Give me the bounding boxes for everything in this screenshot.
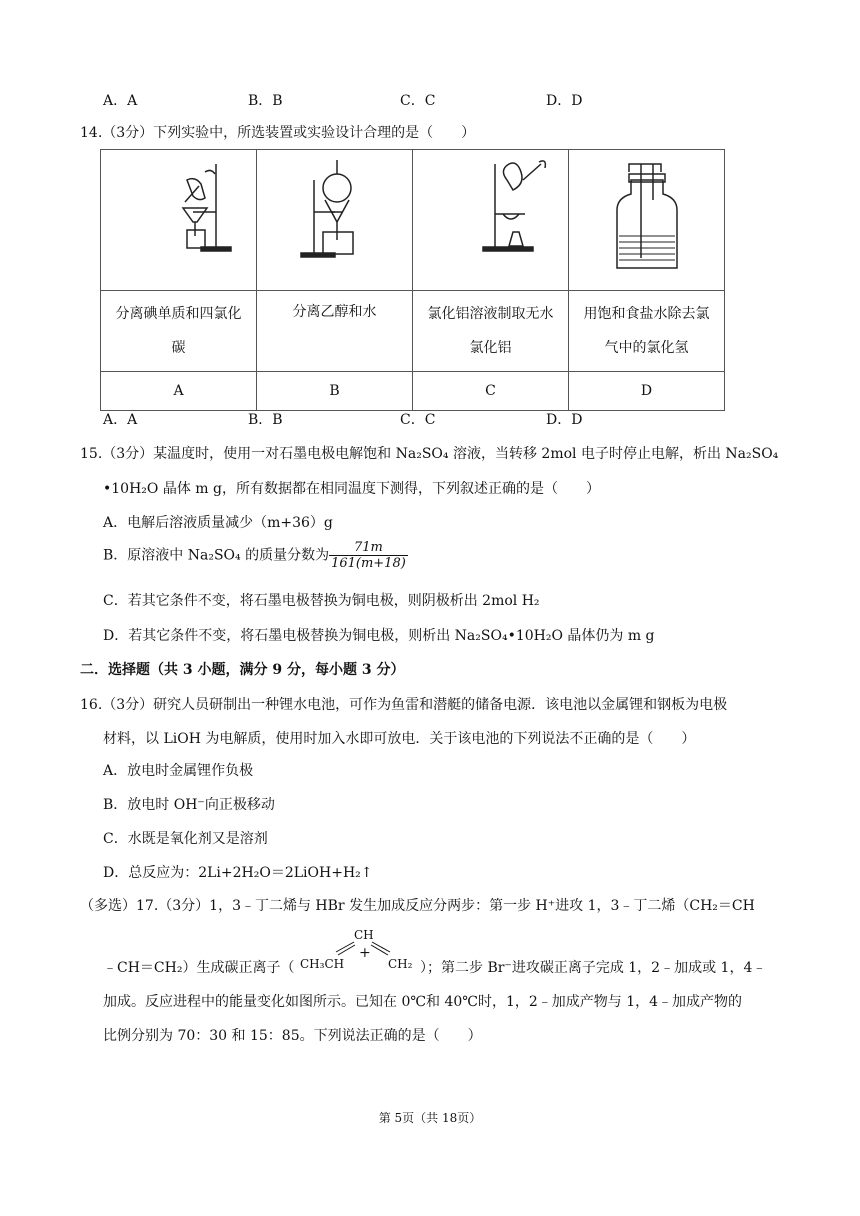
q17-stem-line4: 比例分别为 70：30 和 15：85。下列说法正确的是（ ） — [103, 1028, 482, 1044]
q13-option-b: B．B — [248, 93, 283, 109]
q17-stem-line2b: ）；第二步 Br⁻进攻碳正离子完成 1，2﹣加成或 1，4﹣ — [420, 960, 767, 976]
carbocation-ch-label: CH — [354, 928, 374, 942]
q17-stem-line3: 加成。反应进程中的能量变化如图所示。已知在 0℃和 40℃时，1，2﹣加成产物与 1，4﹣加成产物的 — [103, 994, 743, 1010]
page-footer: 第 5页（共 18页） — [378, 1111, 482, 1125]
carbocation-plus-sign: + — [359, 945, 371, 961]
q14-option-d: D．D — [546, 412, 583, 428]
q15-stem-line2: •10H₂O 晶体 m g，所有数据都在相同温度下测得，下列叙述正确的是（ ） — [103, 481, 600, 497]
q16-option-a: A．放电时金属锂作负极 — [103, 763, 254, 779]
q13-option-a: A．A — [103, 93, 138, 109]
q14-table — [100, 149, 725, 411]
q15-option-b: B．原溶液中 Na₂SO₄ 的质量分数为 $\frac{71m}{161(m+18)}$ — [103, 540, 406, 571]
q14-desc-c: 氯化铝溶液制取无水 氯化铝 — [413, 291, 569, 372]
q14-letter-b: B — [257, 372, 413, 411]
q16-option-b: B．放电时 OH⁻向正极移动 — [103, 797, 275, 813]
q14-desc-d: 用饱和食盐水除去氯 气中的氯化氢 — [569, 291, 725, 372]
q16-option-c: C．水既是氧化剂又是溶剂 — [103, 831, 268, 847]
q16-option-d: D．总反应为：2Li+2H₂O＝2LiOH+H₂↑ — [103, 865, 373, 881]
q14-letter-c: C — [413, 372, 569, 411]
carbocation-structure — [298, 924, 420, 974]
q16-stem-line2: 材料，以 LiOH 为电解质，使用时加入水即可放电．关于该电池的下列说法不正确的是（ ） — [103, 731, 696, 747]
distillation-flask-apparatus-icon — [257, 150, 412, 286]
q14-image-c — [413, 150, 569, 291]
gas-washing-bottle-icon — [569, 150, 724, 286]
q14-desc-b: 分离乙醇和水 — [257, 291, 413, 372]
q13-option-c: C．C — [400, 93, 436, 109]
q14-image-a — [101, 150, 257, 291]
carbocation-right-group: CH₂ — [388, 957, 413, 971]
q14-image-b — [257, 150, 413, 291]
separatory-funnel-filter-apparatus-icon — [101, 150, 256, 286]
q16-stem-line1: 16.（3分）研究人员研制出一种锂水电池，可作为鱼雷和潜艇的储备电源．该电池以金属锂和钢板为电极 — [80, 697, 728, 713]
q14-letter-a: A — [101, 372, 257, 411]
q17-stem-line1: （多选）17.（3分）1，3﹣丁二烯与 HBr 发生加成反应分两步：第一步 H⁺进攻 1，3﹣丁二烯（CH₂＝CH — [80, 898, 755, 914]
q15-fraction: $\frac{71m}{161(m+18)}$ — [331, 540, 406, 571]
q15-option-c: C．若其它条件不变，将石墨电极替换为铜电极，则阴极析出 2mol H₂ — [103, 593, 540, 609]
q14-letter-d: D — [569, 372, 725, 411]
q17-stem-line2a: ﹣CH＝CH₂）生成碳正离子（ — [103, 960, 295, 976]
q15-stem-line1: 15.（3分）某温度时，使用一对石墨电极电解饱和 Na₂SO₄ 溶液，当转移 2mol 电子时停止电解，析出 Na₂SO₄ — [80, 446, 779, 462]
q14-option-b: B．B — [248, 412, 283, 428]
evaporating-dish-burner-icon — [413, 150, 568, 286]
q14-option-c: C．C — [400, 412, 436, 428]
carbocation-left-group: CH₃CH — [300, 957, 345, 971]
q14-option-a: A．A — [103, 412, 138, 428]
q15-option-d: D．若其它条件不变，将石墨电极替换为铜电极，则析出 Na₂SO₄•10H₂O 晶体仍为 m g — [103, 628, 655, 644]
section-heading: 二．选择题（共 3 小题，满分 9 分，每小题 3 分） — [80, 662, 405, 678]
q14-image-d — [569, 150, 725, 291]
q13-option-d: D．D — [546, 93, 583, 109]
q14-stem: 14.（3分）下列实验中，所选装置或实验设计合理的是（ ） — [80, 125, 476, 141]
q15-option-a: A．电解后溶液质量减少（m+36）g — [103, 515, 333, 531]
q14-desc-a: 分离碘单质和四氯化 碳 — [101, 291, 257, 372]
